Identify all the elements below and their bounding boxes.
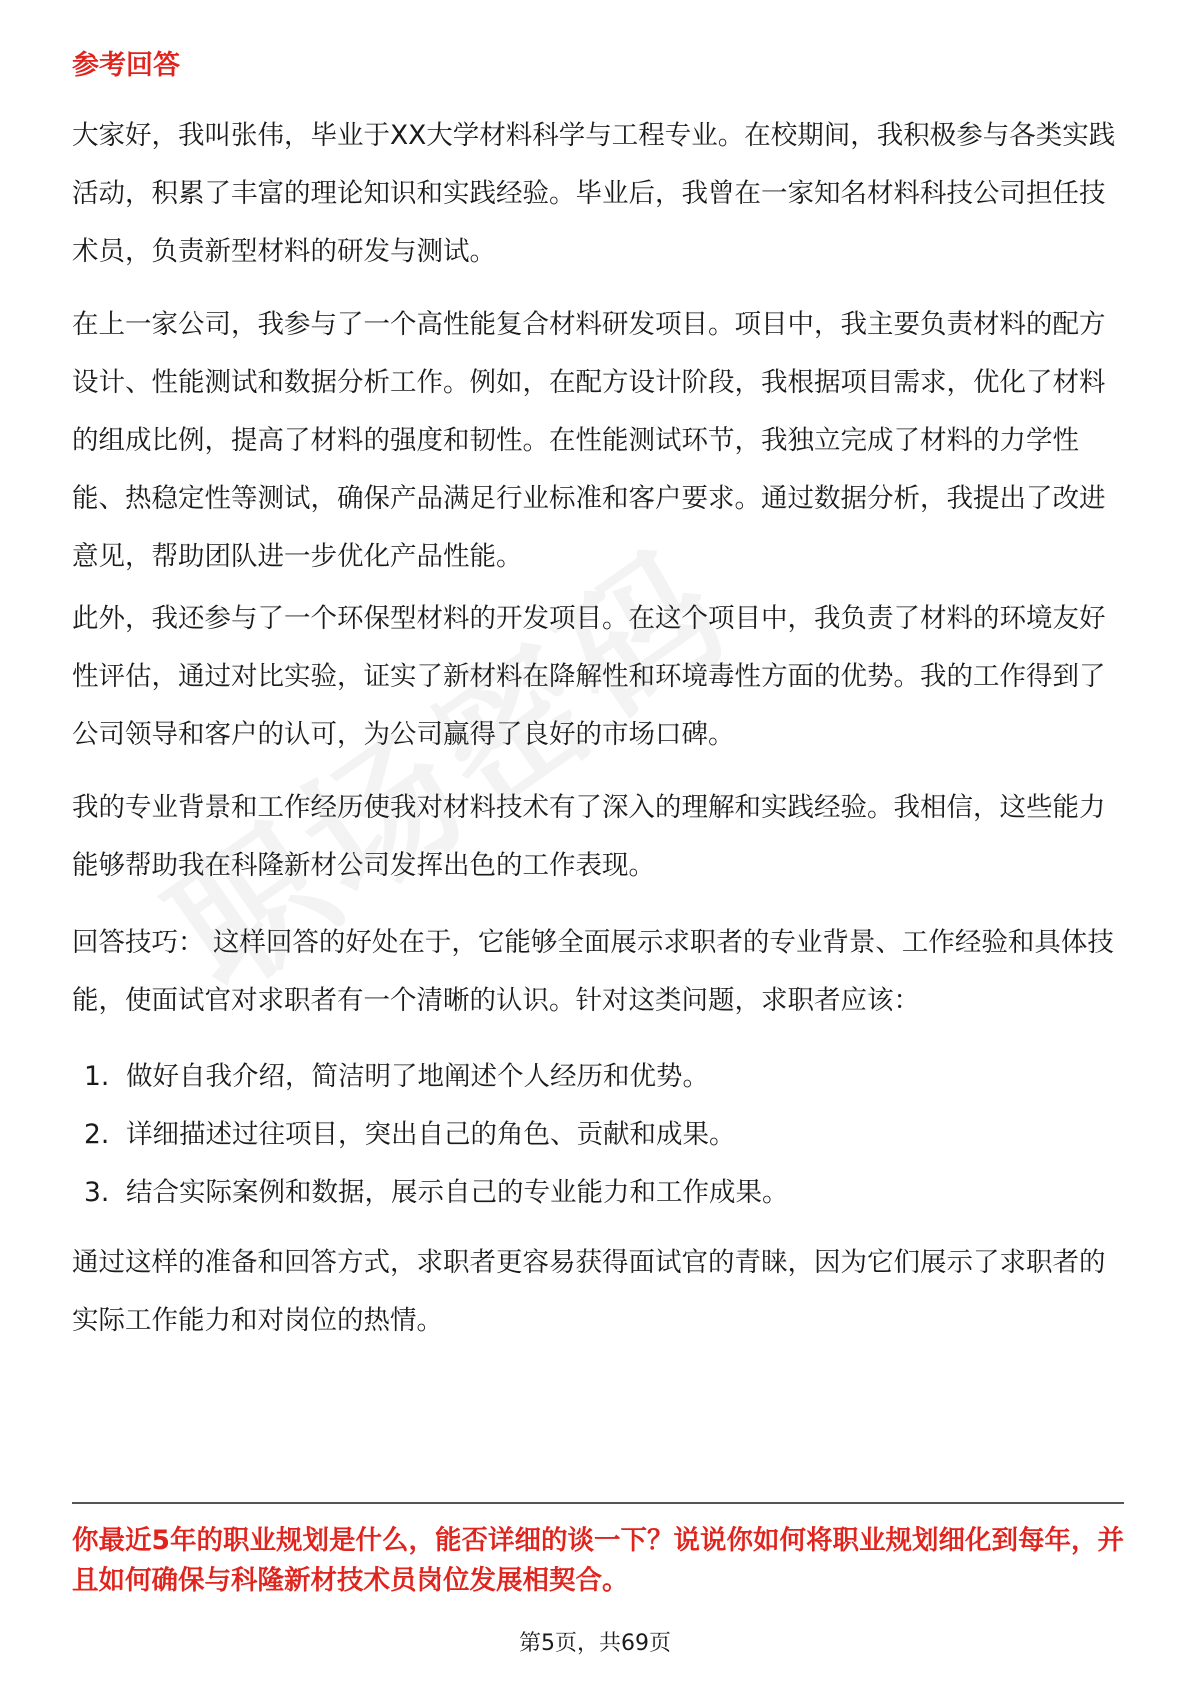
next-question: 你最近5年的职业规划是什么，能否详细的谈一下？说说你如何将职业规划细化到每年，并且如何确保与科隆新材技术员岗位发展相契合。 [72, 1525, 1124, 1596]
list-item-text: 做好自我介绍，简洁明了地阐述个人经历和优势。 [126, 1061, 709, 1092]
section-heading: 参考回答 [72, 50, 180, 81]
paragraph-answer-tips: 回答技巧： 这样回答的好处在于，它能够全面展示求职者的专业背景、工作经验和具体技能，使面试官对求职者有一个清晰的认识。针对这类问题，求职者应该： [72, 927, 1114, 1016]
list-item [84, 1164, 1104, 1222]
section-divider [72, 1502, 1124, 1504]
tips-list [84, 1048, 1104, 1222]
paragraph-closing: 通过这样的准备和回答方式，求职者更容易获得面试官的青睐，因为它们展示了求职者的实际工作能力和对岗位的热情。 [72, 1247, 1106, 1336]
paragraph-intro: 大家好，我叫张伟，毕业于XX大学材料科学与工程专业。在校期间，我积极参与各类实践活动，积累了丰富的理论知识和实践经验。毕业后，我曾在一家知名材料科技公司担任技术员，负责新型材料的研发与测试。 [72, 120, 1116, 267]
list-item-text: 结合实际案例和数据，展示自己的专业能力和工作成果。 [126, 1177, 789, 1208]
paragraph-project-eco: 此外，我还参与了一个环保型材料的开发项目。在这个项目中，我负责了材料的环境友好性评估，通过对比实验，证实了新材料在降解性和环境毒性方面的优势。我的工作得到了公司领导和客户的认可，为公司赢得了良好的市场口碑。 [72, 603, 1106, 750]
list-item-number: 1. [84, 1061, 110, 1092]
list-item [84, 1106, 1104, 1164]
list-item-text: 详细描述过往项目，突出自己的角色、贡献和成果。 [126, 1119, 736, 1150]
list-item-number: 3. [84, 1177, 110, 1208]
page-number: 第5页，共69页 [519, 1631, 671, 1656]
list-item [84, 1048, 1104, 1106]
paragraph-summary: 我的专业背景和工作经历使我对材料技术有了深入的理解和实践经验。我相信，这些能力能够帮助我在科隆新材公司发挥出色的工作表现。 [72, 792, 1106, 881]
list-item-number: 2. [84, 1119, 110, 1150]
paragraph-project-composite: 在上一家公司，我参与了一个高性能复合材料研发项目。项目中，我主要负责材料的配方设计、性能测试和数据分析工作。例如，在配方设计阶段，我根据项目需求，优化了材料的组成比例，提高了材料的强度和韧性。在性能测试环节，我独立完成了材料的力学性能、热稳定性等测试，确保产品满足行业标准和客户要求。通过数据分析，我提出了改进意见，帮助团队进一步优化产品性能。 [72, 309, 1106, 572]
